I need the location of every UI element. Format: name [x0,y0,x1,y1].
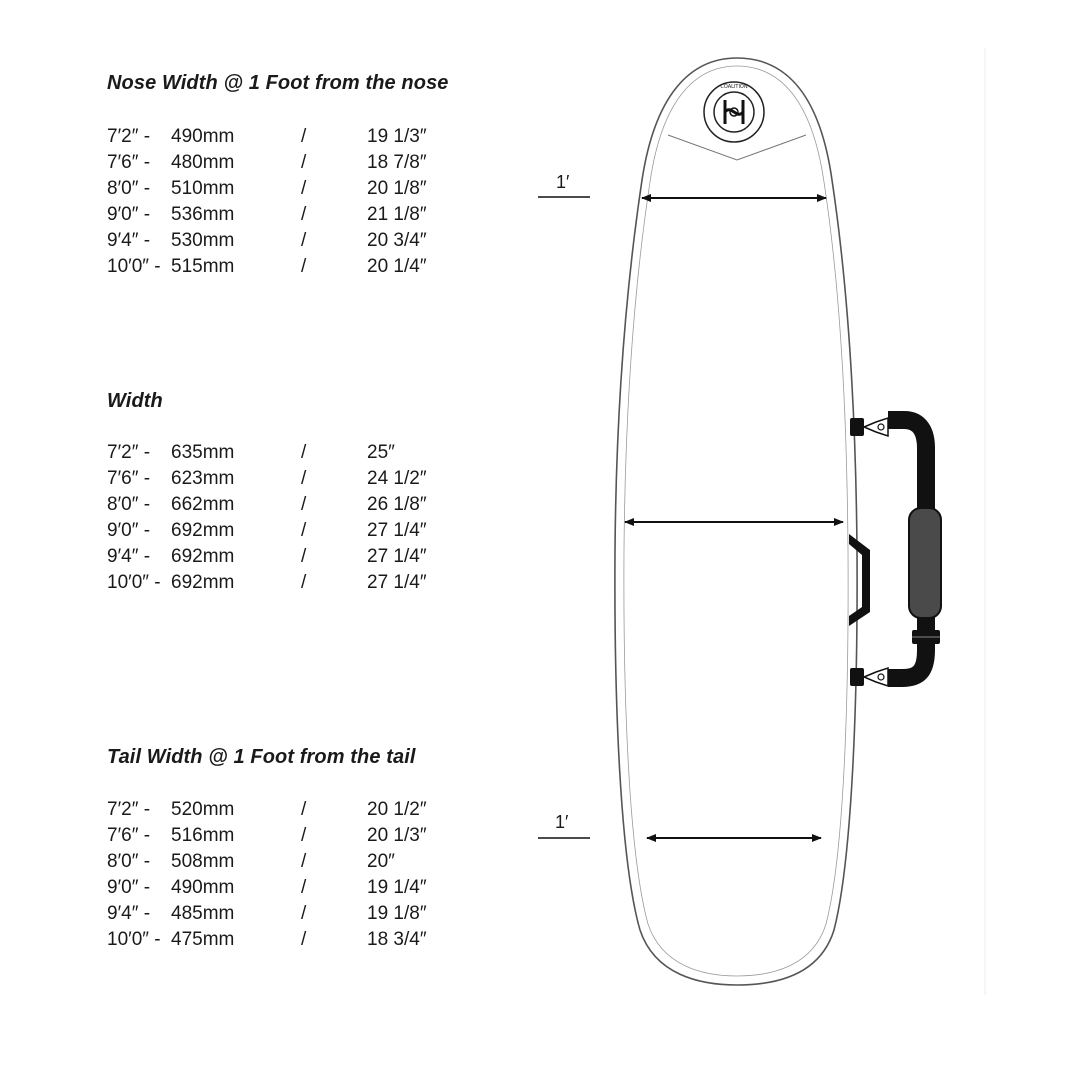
board-size: 8′0″ - [107,851,151,872]
board-size: 9′4″ - [107,230,151,251]
width-mm: 692mm [171,572,235,593]
width-inch: 20 1/8″ [367,178,427,199]
separator: / [301,825,307,846]
separator: / [301,256,307,277]
width-mm: 516mm [171,825,235,846]
width-mm: 485mm [171,903,235,924]
board-size: 10′0″ - [107,256,161,277]
board-size: 9′0″ - [107,520,151,541]
width-mm: 635mm [171,442,235,463]
board-size: 7′2″ - [107,442,151,463]
separator: / [301,799,307,820]
width-inch: 27 1/4″ [367,572,427,593]
width-inch: 25″ [367,442,395,463]
board-size: 10′0″ - [107,572,161,593]
board-size: 9′4″ - [107,546,151,567]
width-mm: 480mm [171,152,235,173]
separator: / [301,851,307,872]
width-inch: 20 3/4″ [367,230,427,251]
nose-marker-label: 1′ [556,172,570,192]
board-size: 7′6″ - [107,152,151,173]
coalition-logo [704,82,764,142]
width-inch: 18 7/8″ [367,152,427,173]
width-inch: 20 1/3″ [367,825,427,846]
width-mm: 530mm [171,230,235,251]
separator: / [301,152,307,173]
width-mm: 475mm [171,929,235,950]
tail-width-title: Tail Width @ 1 Foot from the tail [107,746,416,768]
width-mm: 623mm [171,468,235,489]
board-size: 8′0″ - [107,178,151,199]
separator: / [301,178,307,199]
separator: / [301,546,307,567]
width-mm: 490mm [171,126,235,147]
width-inch: 19 1/8″ [367,903,427,924]
width-inch: 20 1/4″ [367,256,427,277]
width-inch: 21 1/8″ [367,204,427,225]
tail-marker-label: 1′ [555,812,569,832]
separator: / [301,494,307,515]
width-mm: 520mm [171,799,235,820]
board-size: 7′6″ - [107,825,151,846]
width-mm: 508mm [171,851,235,872]
width-mm: 692mm [171,546,235,567]
nose-width-title: Nose Width @ 1 Foot from the nose [107,72,449,94]
width-mm: 536mm [171,204,235,225]
board-size: 9′0″ - [107,204,151,225]
width-inch: 27 1/4″ [367,546,427,567]
separator: / [301,468,307,489]
width-title: Width [107,390,163,412]
width-mm: 515mm [171,256,235,277]
width-inch: 18 3/4″ [367,929,427,950]
separator: / [301,520,307,541]
separator: / [301,929,307,950]
width-inch: 26 1/8″ [367,494,427,515]
board-size: 9′0″ - [107,877,151,898]
board-size: 7′6″ - [107,468,151,489]
bottom-clip-icon [850,668,888,686]
shoulder-pad [909,508,941,618]
board-size: 8′0″ - [107,494,151,515]
board-size: 7′2″ - [107,799,151,820]
board-size: 10′0″ - [107,929,161,950]
width-inch: 27 1/4″ [367,520,427,541]
width-inch: 19 1/3″ [367,126,427,147]
width-inch: 24 1/2″ [367,468,427,489]
width-inch: 19 1/4″ [367,877,427,898]
separator: / [301,903,307,924]
separator: / [301,442,307,463]
separator: / [301,230,307,251]
width-inch: 20″ [367,851,395,872]
board-size: 7′2″ - [107,126,151,147]
logo-text: COALITION [720,84,748,90]
width-mm: 490mm [171,877,235,898]
width-mm: 662mm [171,494,235,515]
separator: / [301,572,307,593]
width-mm: 692mm [171,520,235,541]
width-mm: 510mm [171,178,235,199]
separator: / [301,877,307,898]
board-size: 9′4″ - [107,903,151,924]
separator: / [301,126,307,147]
shoulder-strap [888,420,941,678]
top-clip-icon [850,418,888,436]
separator: / [301,204,307,225]
width-inch: 20 1/2″ [367,799,427,820]
